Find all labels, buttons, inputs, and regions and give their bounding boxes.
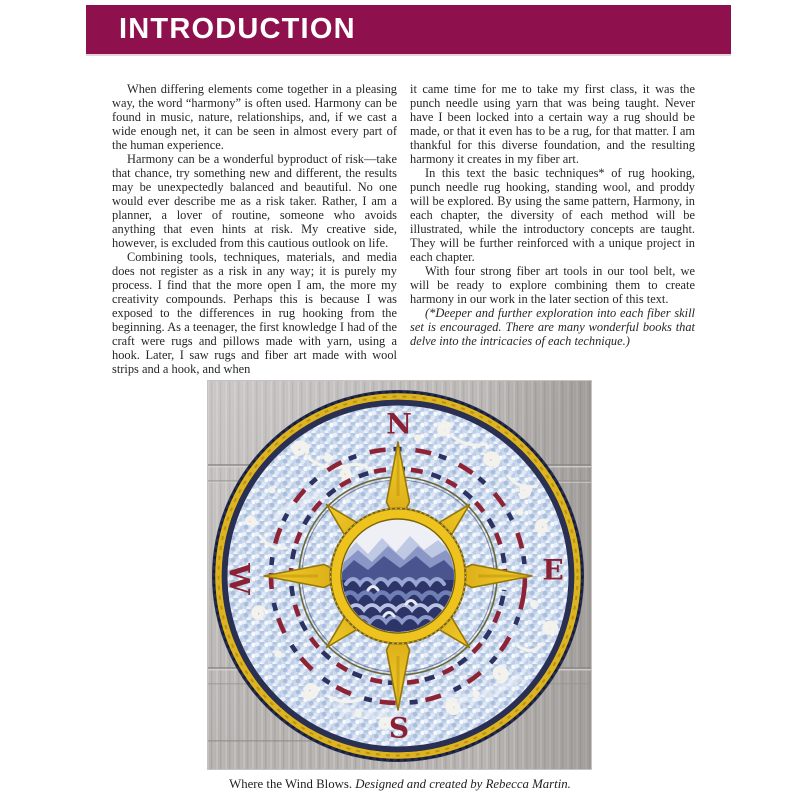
footnote: (*Deeper and further exploration into each fiber skill set is encouraged. There are many wonderful books that delve into the intricacies of each technique.) xyxy=(410,306,695,348)
paragraph: Harmony can be a wonderful byproduct of risk—take that chance, try something new and different, the results may be unexpectedly balanced and beautiful. No one would ever describe me as a risk taker. Rather, I am a planner, a lover of routine, someone who avoids anything that even hints at risk. My creative side, however, is excluded from this cautious outlook on life. xyxy=(112,152,397,250)
caption-credit: Designed and created by Rebecca Martin. xyxy=(355,777,571,791)
chapter-title: INTRODUCTION xyxy=(119,13,356,45)
compass-letter-e: E xyxy=(542,553,564,587)
center-medallion xyxy=(331,509,466,644)
caption-title: Where the Wind Blows. xyxy=(229,777,353,791)
body-text xyxy=(112,82,695,376)
compass-letter-n: N xyxy=(386,407,412,441)
paragraph: When differing elements come together in a pleasing way, the word “harmony” is often used. Harmony can be found in music, nature, relationships, and, if we cast a wide enough net, it can be seen in almost every part of the human experience. xyxy=(112,82,397,152)
paragraph: In this text the basic techniques* of rug hooking, punch needle rug hooking, standing wool, and proddy will be explored. By using the same pattern, Harmony, in each chapter, the diversity of each method will be illustrated, while the introductory concepts are taught. They will be further reinforced with a unique project in each chapter. xyxy=(410,166,695,264)
left-column xyxy=(112,82,397,376)
compass-letter-s: S xyxy=(388,711,410,745)
rug-photograph xyxy=(207,380,592,770)
figure-caption xyxy=(0,777,800,792)
chapter-banner xyxy=(86,5,731,56)
paragraph: Combining tools, techniques, materials, and media does not register as a risk in any way; it is purely my process. I find that the more open I am, the more my creativity compounds. Perhaps this is because I was exposed to the differences in rug hooking from the beginning. As a teenager, the first knowledge I had of the craft were rugs and pillows made with yarn, using a hook. Later, I saw rugs and fiber art made with wool strips and a hook, and when xyxy=(112,250,397,376)
compass-letter-w: W xyxy=(222,563,256,595)
right-column xyxy=(410,82,695,376)
hooked-rug xyxy=(212,390,584,762)
paragraph: it came time for me to take my first class, it was the punch needle using yarn that was being taught. Never have I been locked into a certain way a rug should be made, or that it even has to be a rug, for that matter. I am thankful for this diverse foundation, and the resulting harmony it creates in my fiber art. xyxy=(410,82,695,166)
paragraph: With four strong fiber art tools in our tool belt, we will be ready to explore combining them to create harmony in our work in the later section of this text. xyxy=(410,264,695,306)
